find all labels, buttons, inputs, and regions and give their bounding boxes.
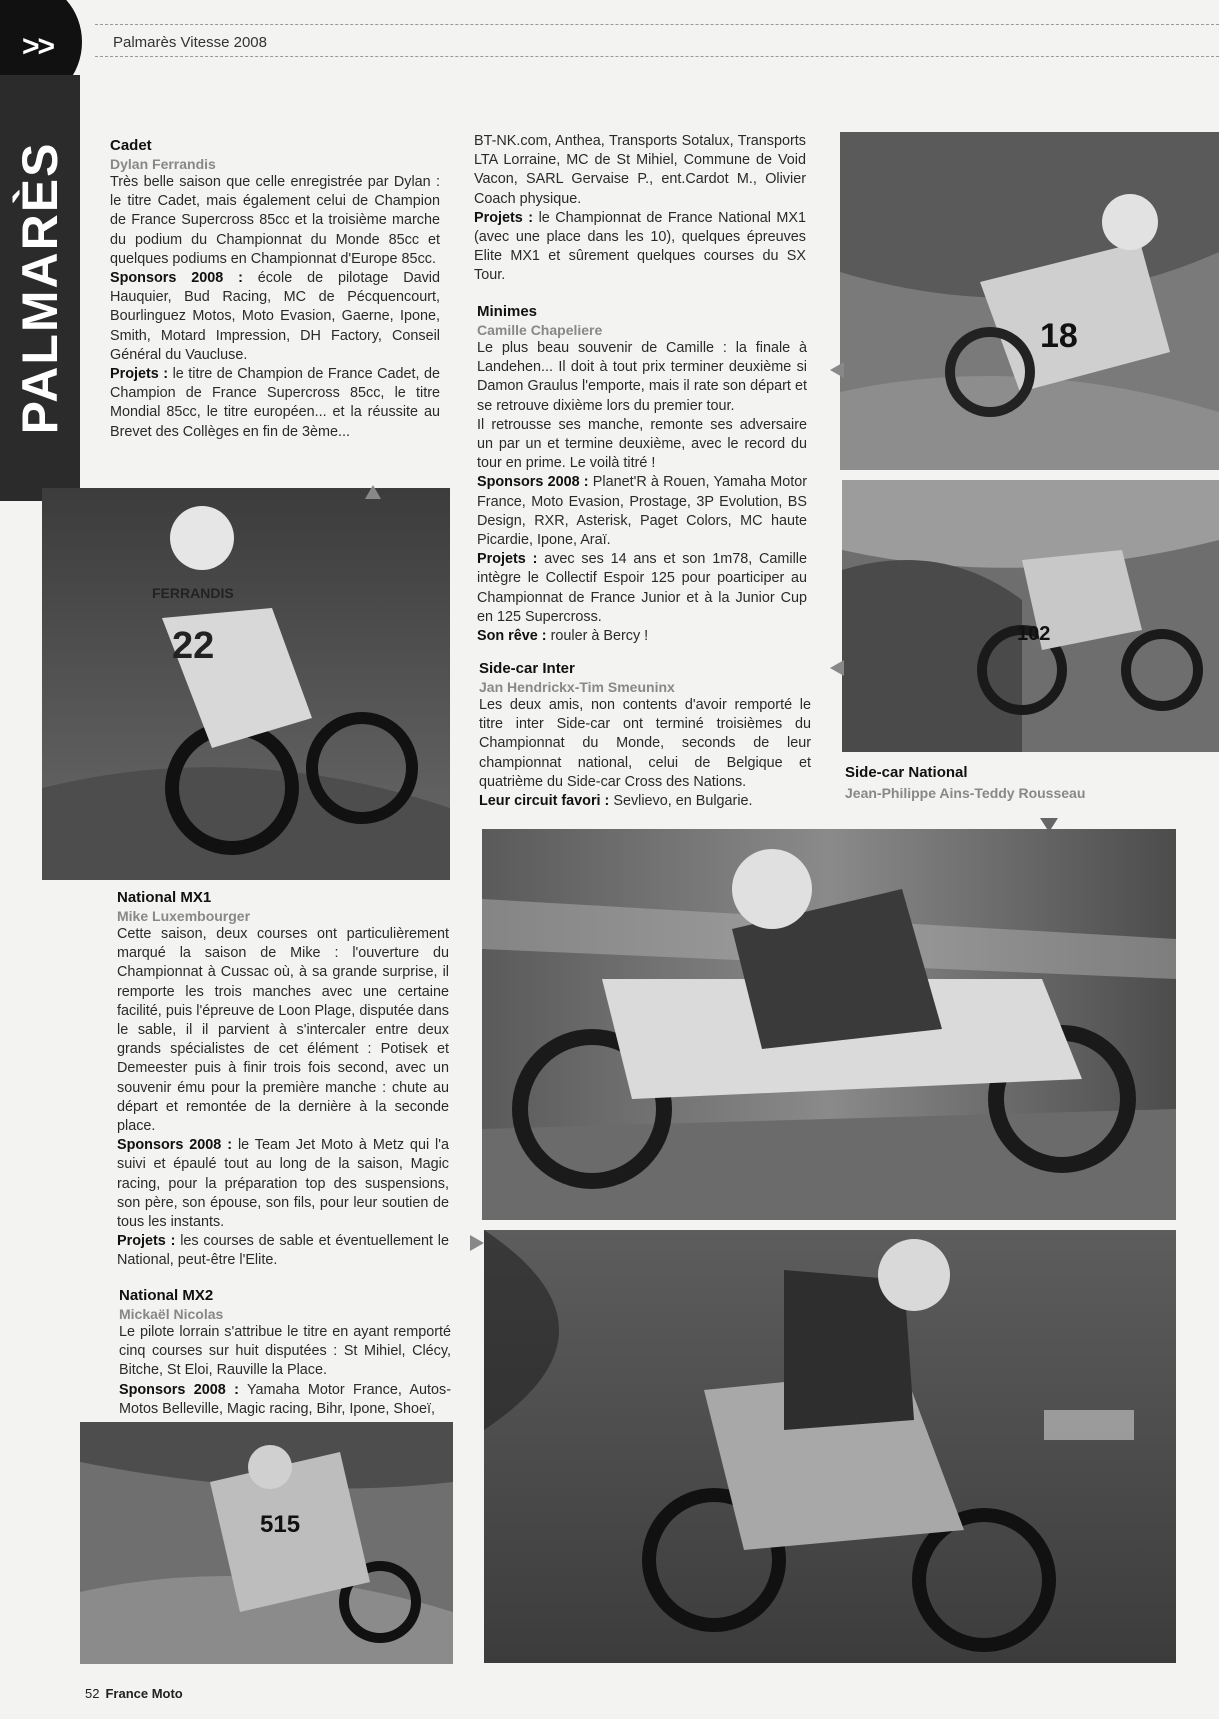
section-national-mx2 [119,1287,451,1419]
rider-number-18: 18 [1040,317,1078,355]
paragraph: Le plus beau souvenir de Camille : la finale à Landehen... Il doit à tout prix terminer deuxième si Damon Graulus l'emporte, mais il rate son départ et se retrouve dixième lors du premier tour. [477,340,807,414]
page-header-title: Palmarès Vitesse 2008 [113,34,267,51]
rider-name: Mike Luxembourger [117,908,251,924]
photo-mx1-rider [484,1230,1176,1663]
section-cadet [110,137,440,442]
photo-sidecar-national [482,829,1176,1220]
label: Projets : [474,209,534,226]
paragraph: le Team Jet Moto à Metz qui l'a suivi et épaulé tout au long de la saison, Magic racing, pour la préparation top des suspensions, son père, son épouse, son fils, pour leur soutien de tous les instants. [117,1137,450,1231]
paragraph: Le pilote lorrain s'attribue le titre en ayant remporté cinq courses sur huit disputées : St Mihiel, Clécy, Bitche, St Eloi, Rauville la Place. [119,1324,451,1379]
paragraph: le Championnat de France National MX1 (avec une place dans les 10), quelques épreuves Elite MX1 et sûrement quelques courses du SX Tour. [474,209,807,284]
photo-cadet-rider [42,488,450,880]
section-title: National MX2 [119,1287,214,1304]
photo-mx2-rider [80,1422,453,1664]
section-title: Minimes [477,303,538,320]
pointer-triangle [470,1235,484,1251]
pointer-triangle [365,485,381,499]
section-continued [474,132,806,286]
rider-name: Jean-Philippe Ains-Teddy Rousseau [845,785,1086,801]
pointer-triangle [830,362,844,378]
rider-name: Jan Hendrickx-Tim Smeuninx [479,679,675,695]
rider-number-515: 515 [260,1511,301,1538]
section-title: Side-car National [845,764,968,781]
sidebar-label: PALMARÈS [12,141,68,435]
section-title: Cadet [110,137,152,154]
paragraph: Très belle saison que celle enregistrée par Dylan : le titre Cadet, mais également celui de Champion de France Supercross 85cc et la troisième marche du podium du Championnat du Monde 85cc et quelques podiums en Championnat d'Europe 85cc. [110,174,440,267]
magazine-name: France Moto [105,1686,183,1701]
section-title: Side-car Inter [479,660,575,677]
header-rule-top [95,24,1219,25]
rider-name: Camille Chapeliere [477,322,603,338]
page-footer [85,1686,183,1701]
paragraph: Cette saison, deux courses ont particulièrement marqué la saison de Mike : l'ouverture du Championnat à Cussac où, à sa grande surprise, il remporte les trois manches avec une certaine facilité, puis l'épreuve de Loon Plage, disputée dans le sable, il il parvient à s'intercaler entre deux grands spécialistes de cet élément : Potisek et Demeester puis à finir trois fois second, avec un souvenir ému pour la première manche : chute au départ et remontée de la dernière à la seconde place. [117,926,449,1135]
pointer-triangle [830,660,844,676]
label: Projets : [117,1233,176,1250]
photo-sidecar-inter [842,480,1219,752]
paragraph: Les deux amis, non contents d'avoir remporté le titre inter Side-car ont terminé troisièmes du Championnat du Monde, seconds de leur championnat national, celui de Belgique et quatrième du Side-car Cross des Nations. [479,697,811,790]
label: Sponsors 2008 : [110,270,243,287]
rider-name: Dylan Ferrandis [110,156,216,172]
rider-jersey-name: FERRANDIS [152,585,234,601]
paragraph: Sevlievo, en Bulgarie. [613,793,753,810]
rider-number-22: 22 [172,625,215,667]
paragraph: rouler à Bercy ! [550,628,649,645]
paragraph: BT-NK.com, Anthea, Transports Sotalux, Transports LTA Lorraine, MC de St Mihiel, Commune de Void Vacon, SARL Gervaise P., ent.Cardot M., Olivier Coach physique. [474,133,806,207]
header-rule-bottom [95,56,1219,57]
page-number: 52 [85,1686,100,1701]
label: Sponsors 2008 : [119,1381,239,1398]
paragraph: Planet'R à Rouen, Yamaha Motor France, Moto Evasion, Prostage, 3P Evolution, BS Design, RXR, Asterisk, Paget Colors, MC haute Picardie, Ipone, Araï. [477,474,807,549]
label: Projets : [110,366,169,383]
rider-name: Mickaël Nicolas [119,1306,224,1322]
label: Leur circuit favori : [479,793,610,810]
sidecar-number-102: 102 [1017,623,1051,645]
label: Sponsors 2008 : [117,1137,233,1154]
label: Sponsors 2008 : [477,474,589,491]
photo-minimes-rider [840,132,1219,470]
label: Projets : [477,551,538,568]
paragraph: Il retrousse ses manche, remonte ses adversaire un par un et termine deuxième, avec le record du tour en prime. Le voilà titré ! [477,416,807,472]
paragraph: avec ses 14 ans et son 1m78, Camille intègre le Collectif Espoir 125 pour poarticiper au Championnat de France Junior et à la Junior Cup en 125 Supercross. [477,551,808,625]
section-minimes [477,303,807,646]
label: Son rêve : [477,628,547,645]
section-sidecar-national [845,764,1175,801]
paragraph: Yamaha Motor France, Autos-Motos Belleville, Magic racing, Bihr, Ipone, Shoeï, [119,1381,451,1417]
paragraph: les courses de sable et éventuellement le National, peut-être l'Elite. [117,1233,450,1269]
paragraph: le titre de Champion de France Cadet, de Champion de France Supercross 85cc, le titre Mondial 85cc, le titre européen... et la réussite au Brevet des Collèges en fin de 3ème... [110,366,441,440]
paragraph: école de pilotage David Hauquier, Bud Racing, MC de Pécquencourt, Bourlinguez Motos, Moto Evasion, Gaerne, Ipone, Smith, Motard Impression, DH Factory, Conseil Général du Vaucluse. [110,270,441,363]
section-sidecar-inter [479,660,811,811]
section-national-mx1 [117,889,449,1271]
sidebar-banner [0,75,80,501]
section-title: National MX1 [117,889,212,906]
chevron-icon: >> [22,30,54,63]
